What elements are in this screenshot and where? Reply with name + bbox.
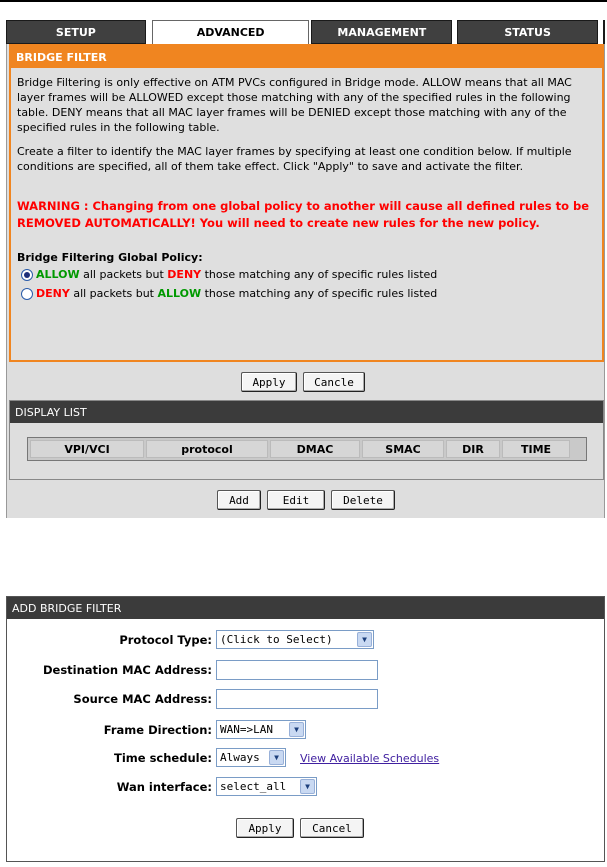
display-list-title: DISPLAY LIST — [10, 401, 603, 423]
wan-interface-value: select_all — [220, 780, 287, 793]
add-filter-buttons — [236, 818, 364, 838]
column-header: TIME — [502, 440, 570, 458]
column-header: VPI/VCI — [30, 440, 144, 458]
chevron-down-icon: ▼ — [269, 750, 284, 765]
policy-buttons — [241, 372, 365, 392]
frame-direction-label: Frame Direction: — [103, 723, 212, 737]
allow-text-mid: all packets but — [79, 268, 168, 281]
tab-status[interactable]: STATUS — [457, 20, 598, 44]
policy-option-deny[interactable] — [21, 287, 437, 300]
wan-interface-label: Wan interface: — [116, 780, 212, 794]
add-button[interactable]: Add — [217, 490, 261, 510]
protocol-type-select[interactable] — [216, 630, 374, 649]
tab-management[interactable]: MANAGEMENT — [311, 20, 452, 44]
time-schedule-value: Always — [220, 751, 260, 764]
display-list-section — [9, 400, 604, 480]
policy-title: Bridge Filtering Global Policy: — [17, 251, 203, 264]
deny-text-mid: all packets but — [69, 287, 158, 300]
frame-direction-select[interactable] — [216, 720, 306, 739]
frame-direction-value: WAN=>LAN — [220, 723, 273, 736]
allow-text-tail: those matching any of specific rules listed — [201, 268, 438, 281]
time-schedule-select[interactable] — [216, 748, 286, 767]
add-bridge-filter-title: ADD BRIDGE FILTER — [7, 597, 604, 619]
add-bridge-filter-section — [6, 596, 605, 862]
main-tabs — [6, 20, 605, 44]
view-schedules-link[interactable]: View Available Schedules — [300, 752, 440, 765]
apply-button[interactable]: Apply — [236, 818, 294, 838]
bridge-filter-section — [9, 44, 604, 362]
chevron-down-icon: ▼ — [300, 779, 315, 794]
protocol-type-label: Protocol Type: — [119, 633, 212, 647]
protocol-type-value: (Click to Select) — [220, 633, 333, 646]
cancel-button[interactable]: Cancel — [300, 818, 364, 838]
deny-keyword: DENY — [167, 268, 202, 281]
advanced-panel — [6, 44, 605, 518]
policy-option-allow[interactable] — [21, 268, 437, 281]
time-schedule-label: Time schedule: — [114, 751, 212, 765]
column-header: SMAC — [362, 440, 444, 458]
tab-advanced[interactable]: ADVANCED — [152, 20, 310, 44]
allow-keyword: ALLOW — [36, 268, 80, 281]
tab-edge — [603, 20, 605, 44]
source-mac-label: Source MAC Address: — [73, 692, 212, 706]
allow-keyword: ALLOW — [157, 287, 202, 300]
deny-text-tail: those matching any of specific rules listed — [201, 287, 438, 300]
bridge-filter-instructions: Create a filter to identify the MAC layer frames by specifying at least one condition below. If multiple conditions are specified, all of them take effect. Click "Apply" to save and activate the filter. — [17, 145, 572, 173]
apply-button[interactable]: Apply — [241, 372, 297, 392]
radio-allow[interactable] — [21, 269, 33, 281]
column-header: DMAC — [270, 440, 360, 458]
tab-setup[interactable]: SETUP — [6, 20, 146, 44]
display-list-table — [27, 437, 587, 461]
column-header: protocol — [146, 440, 268, 458]
destination-mac-label: Destination MAC Address: — [42, 663, 212, 677]
top-border — [0, 0, 607, 2]
delete-button[interactable]: Delete — [331, 490, 395, 510]
bridge-filter-title: BRIDGE FILTER — [11, 46, 602, 68]
policy-warning: WARNING : Changing from one global policy to another will cause all defined rules to be REMOVED AUTOMATICALLY! You will need to create new rules for the new policy. — [17, 199, 590, 230]
radio-deny[interactable] — [21, 288, 33, 300]
destination-mac-input[interactable] — [216, 660, 378, 680]
column-header: DIR — [446, 440, 500, 458]
chevron-down-icon: ▼ — [289, 722, 304, 737]
chevron-down-icon: ▼ — [357, 632, 372, 647]
deny-keyword: DENY — [36, 287, 70, 300]
edit-button[interactable]: Edit — [267, 490, 325, 510]
list-buttons — [217, 490, 395, 510]
source-mac-input[interactable] — [216, 689, 378, 709]
cancel-button[interactable]: Cancle — [303, 372, 365, 392]
bridge-filter-intro: Bridge Filtering is only effective on ATM PVCs configured in Bridge mode. ALLOW means that all MAC layer frames will be ALLOWED except those matching with any of the specified rules in the following table. DENY means that all MAC layer frames will be DENIED except those matching with any of the specified rules in the following table. — [17, 76, 572, 134]
wan-interface-select[interactable] — [216, 777, 317, 796]
